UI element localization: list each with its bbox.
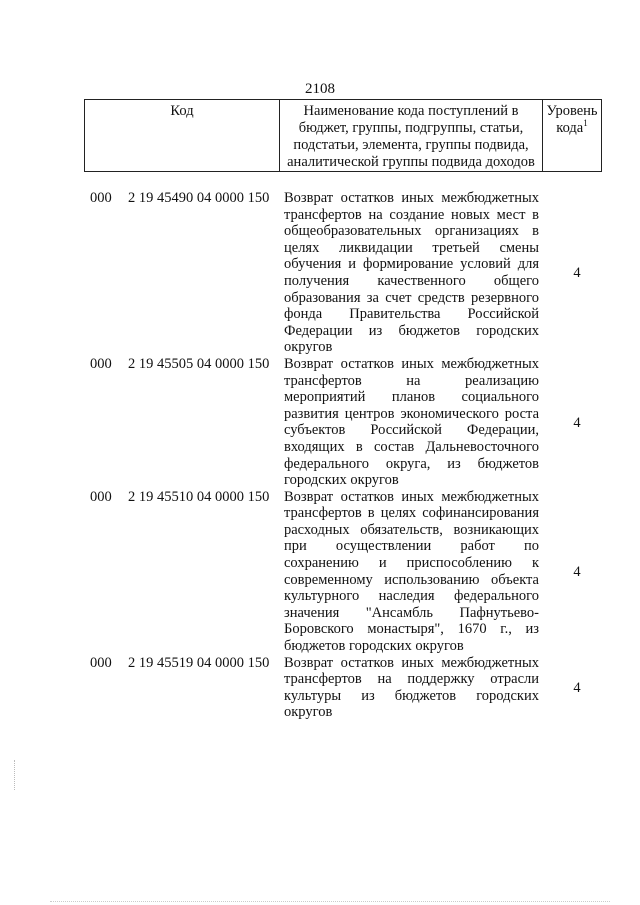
scan-bottom-mark [50,900,610,902]
row-code: 2 19 45505 04 0000 150 [128,355,270,372]
row-description: Возврат остатков иных межбюджетных трансфертов на создание новых мест в общеобразовательных организациях в целях ликвидации третьей смены обучения и формирование условий для получения качественного общего образования за счет средств резервного фонда Правительства Российской Федерации из бюджетов городских округов [284,190,539,356]
header-level-cell [543,100,602,171]
header-name-cell [280,100,543,171]
row-description: Возврат остатков иных межбюджетных трансфертов на реализацию мероприятий планов социального развития центров экономического роста субъектов Российской Федерации, входящих в состав Дальневосточного федерального округа, из бюджетов городских округов [284,355,539,489]
header-name-line: подстатьи, элемента, группы подвида, [293,137,529,153]
page-number: 2108 [305,81,335,97]
row-prefix: 000 [90,654,112,671]
row-level: 4 [573,563,581,580]
row-prefix: 000 [90,355,112,372]
scan-edge-mark [14,760,17,790]
table-header [84,99,602,172]
header-name-line: Наименование кода поступлений в [303,103,519,119]
row-code: 2 19 45490 04 0000 150 [128,190,270,206]
header-level-footnote: 1 [583,118,588,129]
header-code-label: Код [170,103,194,119]
row-prefix: 000 [90,190,112,206]
header-name-line: бюджет, группы, подгруппы, статьи, [298,120,524,136]
row-description: Возврат остатков иных межбюджетных трансфертов в целях софинансирования расходных обязательств, возникающих при осуществлении работ по сохранению и приспособлению к современному использованию объекта культурного наследия федерального значения "Ансамбль Пафнутьево-Боровского монастыря", 1670 г., из бюджетов городских округов [284,488,539,655]
row-prefix: 000 [90,488,112,505]
row-code: 2 19 45510 04 0000 150 [128,488,270,505]
table-body [0,190,640,721]
row-level: 4 [573,265,581,281]
header-level-word: кода [556,120,584,136]
table-row [0,655,640,721]
header-level-line [543,120,601,137]
header-name-line: аналитической группы подвида доходов [287,154,535,170]
row-level: 4 [573,414,581,431]
table-row [0,356,640,489]
row-description: Возврат остатков иных межбюджетных трансфертов на поддержку отрасли культуры из бюджетов городских округов [284,654,539,721]
header-level-line: Уровень [546,103,598,119]
header-code-cell [84,100,280,171]
row-level: 4 [573,679,581,696]
row-code: 2 19 45519 04 0000 150 [128,654,270,671]
table-row [0,190,640,356]
table-row [0,489,640,655]
